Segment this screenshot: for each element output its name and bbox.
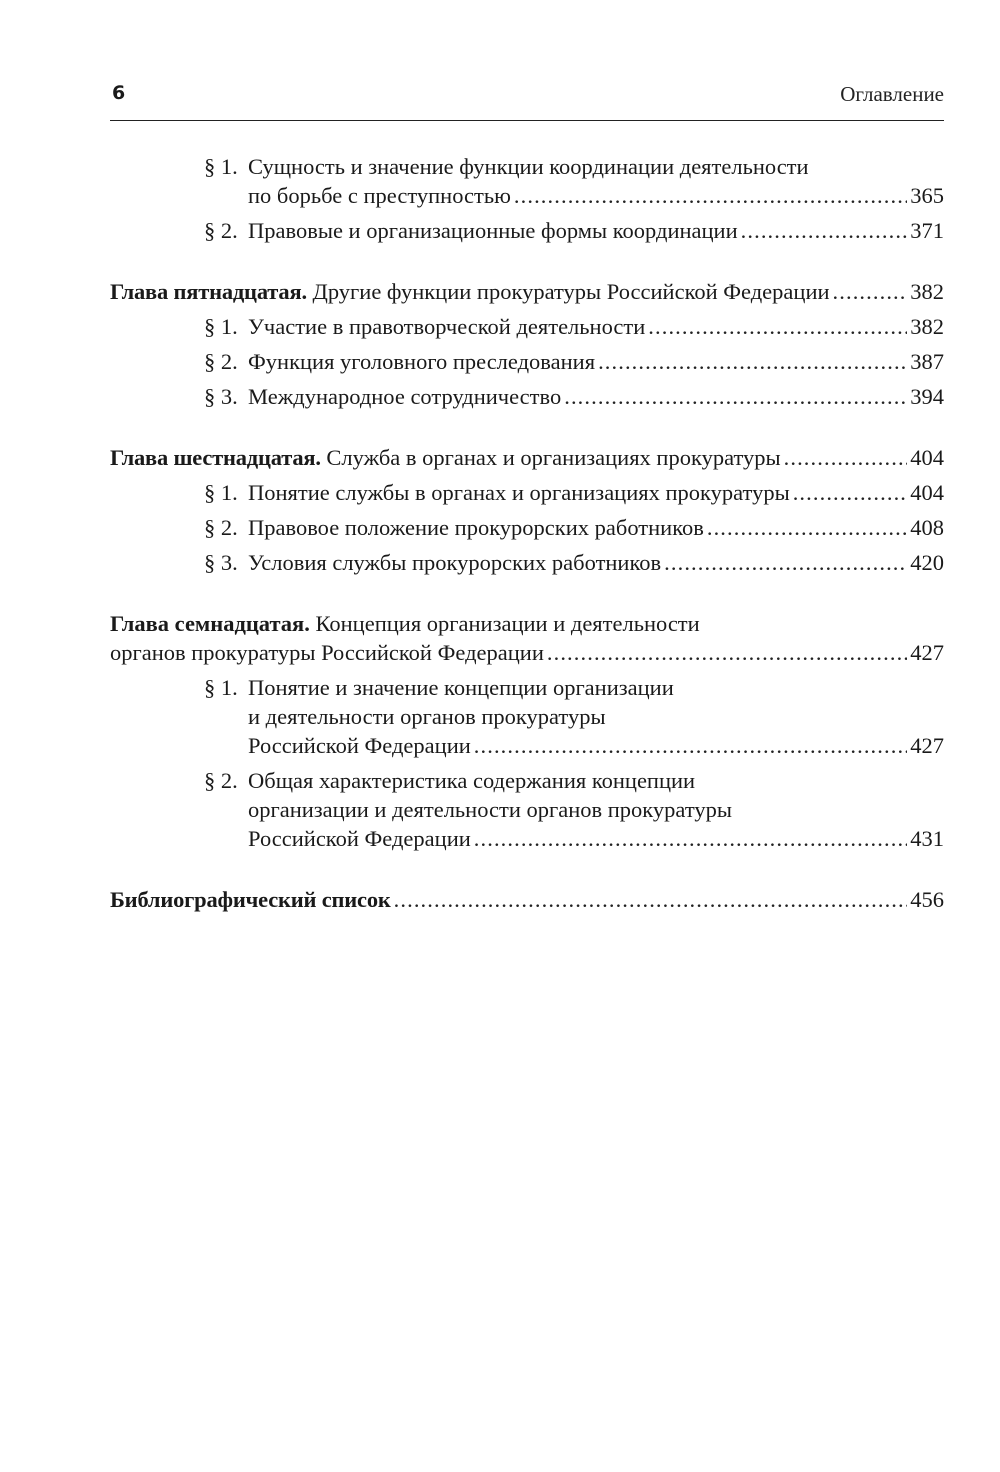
page-ref: 427 — [910, 733, 944, 758]
toc-entry-bibliography[interactable] — [110, 885, 944, 914]
dot-leader — [547, 638, 907, 667]
toc-entry-ch16[interactable] — [110, 443, 944, 472]
toc-entry-ch16-s2[interactable] — [110, 513, 944, 542]
toc-entry-ch14-s1[interactable] — [110, 152, 944, 210]
section-number: § 3. — [204, 550, 238, 575]
section-number: § 1. — [204, 314, 238, 339]
section-number: § 3. — [204, 384, 238, 409]
page-number: 6 — [112, 82, 126, 104]
section-title-line: Правовое положение прокурорских работников — [248, 515, 704, 540]
chapter-label: Глава шестнадцатая. — [110, 445, 321, 470]
dot-leader — [793, 478, 908, 507]
chapter-title: Концепция организации и деятельности — [315, 611, 700, 636]
section-title-line: организации и деятельности органов прокуратуры — [248, 797, 732, 822]
section-title-line: Понятие службы в органах и организациях прокуратуры — [248, 480, 790, 505]
section-title-line: Российской Федерации — [248, 733, 471, 758]
dot-leader — [474, 824, 907, 853]
section-title-line: Условия службы прокурорских работников — [248, 550, 662, 575]
dot-leader — [474, 731, 907, 760]
dot-leader — [833, 277, 908, 306]
toc-entry-ch15[interactable] — [110, 277, 944, 306]
dot-leader — [564, 382, 907, 411]
toc-entry-ch17-s2[interactable] — [110, 766, 944, 853]
chapter-title: Другие функции прокуратуры Российской Федерации — [312, 279, 830, 304]
dot-leader — [394, 885, 908, 914]
section-title-line: Понятие и значение концепции организации — [248, 675, 674, 700]
dot-leader — [741, 216, 908, 245]
page-ref: 420 — [910, 550, 944, 575]
section-title-line: Функция уголовного преследования — [248, 349, 596, 374]
dot-leader — [598, 347, 907, 376]
chapter-label: Глава семнадцатая. — [110, 611, 310, 636]
section-number: § 2. — [204, 515, 238, 540]
page-ref: 365 — [910, 183, 944, 208]
bibliography-label: Библиографический список — [110, 887, 391, 912]
toc-entry-ch16-s1[interactable] — [110, 478, 944, 507]
toc-entry-ch15-s3[interactable] — [110, 382, 944, 411]
chapter-title: Служба в органах и организациях прокуратуры — [326, 445, 781, 470]
toc-entry-ch14-s2[interactable] — [110, 216, 944, 245]
section-number: § 1. — [204, 480, 238, 505]
section-number: § 1. — [204, 154, 238, 179]
page-ref: 456 — [910, 887, 944, 912]
section-title-line: Участие в правотворческой деятельности — [248, 314, 646, 339]
section-number: § 1. — [204, 675, 238, 700]
dot-leader — [514, 181, 907, 210]
dot-leader — [784, 443, 908, 472]
header-rule — [110, 120, 944, 121]
page-ref: 408 — [910, 515, 944, 540]
page-ref: 404 — [910, 480, 944, 505]
toc-entry-ch16-s3[interactable] — [110, 548, 944, 577]
section-title-line: Международное сотрудничество — [248, 384, 562, 409]
toc-entry-ch15-s1[interactable] — [110, 312, 944, 341]
section-title-line: по борьбе с преступностью — [248, 183, 511, 208]
dot-leader — [664, 548, 907, 577]
section-number: § 2. — [204, 349, 238, 374]
section-number: § 2. — [204, 768, 238, 793]
section-title-line: и деятельности органов прокуратуры — [248, 704, 606, 729]
section-title-line: Сущность и значение функции координации деятельности — [248, 154, 809, 179]
running-head: Оглавление — [840, 82, 944, 106]
page-ref: 427 — [910, 640, 944, 665]
chapter-label: Глава пятнадцатая. — [110, 279, 307, 304]
toc-entry-ch17-s1[interactable] — [110, 673, 944, 760]
section-title-line: Общая характеристика содержания концепции — [248, 768, 696, 793]
page-ref: 431 — [910, 826, 944, 851]
table-of-contents — [110, 152, 944, 920]
section-number: § 2. — [204, 218, 238, 243]
page-ref: 382 — [910, 279, 944, 304]
dot-leader — [707, 513, 907, 542]
section-title-line: Правовые и организационные формы координации — [248, 218, 738, 243]
page-ref: 387 — [910, 349, 944, 374]
page-ref: 371 — [910, 218, 944, 243]
toc-entry-ch17[interactable] — [110, 609, 944, 667]
page-ref: 382 — [910, 314, 944, 339]
page-ref: 394 — [910, 384, 944, 409]
page-ref: 404 — [910, 445, 944, 470]
section-title-line: Российской Федерации — [248, 826, 471, 851]
dot-leader — [648, 312, 907, 341]
chapter-title: органов прокуратуры Российской Федерации — [110, 640, 544, 665]
toc-entry-ch15-s2[interactable] — [110, 347, 944, 376]
